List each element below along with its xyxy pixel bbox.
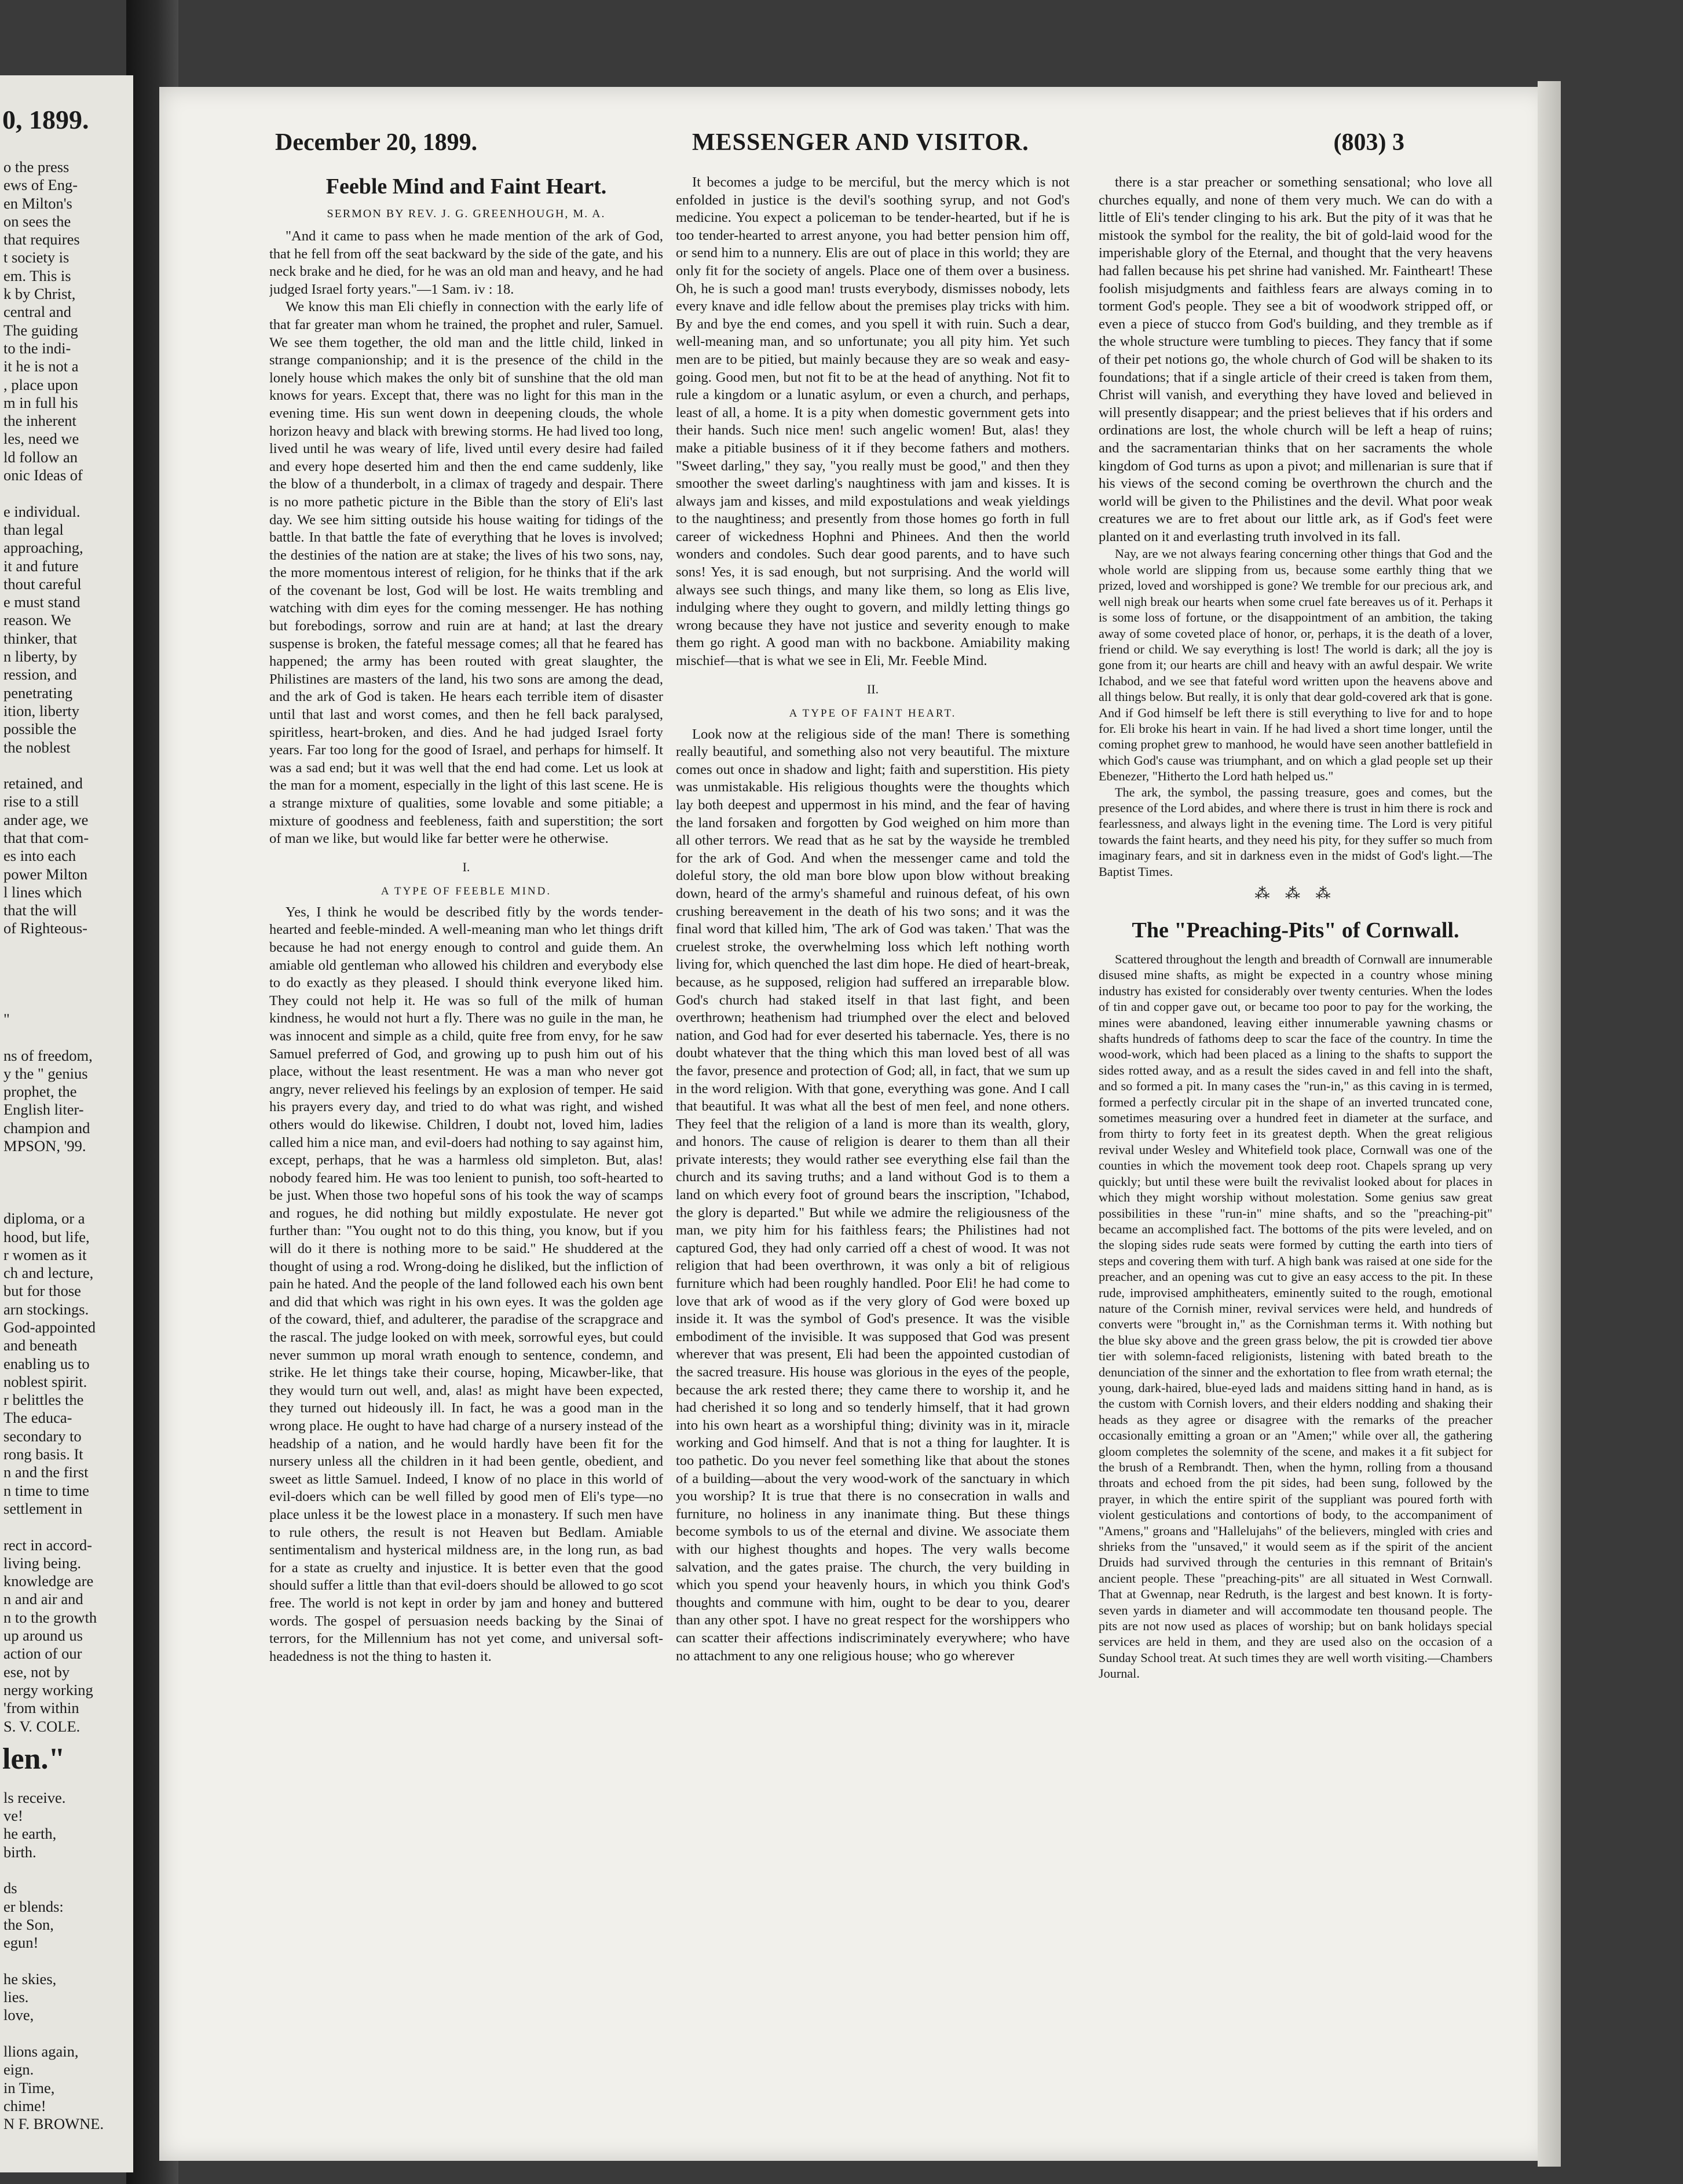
section-heading: A TYPE OF FEEBLE MIND. — [380, 885, 552, 897]
previous-page-line — [0, 974, 133, 992]
previous-page-line: " — [3, 1010, 10, 1028]
previous-page-line: MPSON, '99. — [3, 1137, 86, 1155]
previous-page-line: ve! — [3, 1807, 23, 1825]
column-3 — [1099, 174, 1492, 2155]
article-body-continued — [1099, 174, 1492, 546]
section-ornament: ⁂ ⁂ ⁂ — [1254, 885, 1337, 902]
previous-page-line: reason. We — [3, 611, 71, 629]
previous-page-line: n to the growth — [3, 1608, 97, 1626]
previous-page-line: prophet, the — [3, 1083, 77, 1101]
previous-page-line: e must stand — [3, 593, 81, 611]
previous-page-column — [0, 158, 133, 1736]
previous-page-line: settlement in — [3, 1499, 83, 1517]
previous-page-line: it and future — [3, 557, 79, 575]
section-numeral: I. — [462, 859, 470, 874]
previous-page-line: N F. BROWNE. — [3, 2115, 104, 2133]
previous-page-line: ander age, we — [3, 810, 89, 828]
previous-page-line — [0, 1155, 133, 1173]
previous-page-line: but for those — [3, 1282, 81, 1300]
previous-page-line: than legal — [3, 520, 64, 538]
previous-page-line: the noblest — [3, 738, 71, 756]
previous-page-line: possible the — [3, 720, 76, 738]
paragraph: It becomes a judge to be merciful, but the mercy which is not enfolded in justice is the devil's soothing syrup, and not God's medicine. You expect a policeman to be tender-hearted, but if he is too tender-hearted to arrest anyone, you had better pension him off, or send him to a nunnery. Elis are out of place in this world; they are only fit for the society of angels. Place one of them over a business. Oh, he is such a good man! trusts everybody, dismisses nobody, lets every knave and idle fellow about the premises play tricks with him. By and bye the end comes, and you spell it with ruin. Such a dear, well-meaning man, and so unfortunate; you all pity him. Yet such men are to be pitied, but mainly because they are so weak and easy-going. Good men, but not fit to be at the head of anything. Not fit to rule a kingdom or a lunatic asylum, or even a church, and perhaps, least of all, a home. It is a pity when domestic government gets into their hands. Such nice men! such angelic women! But, alas! they make a pitiable business of it if they become fathers and mothers. "Sweet darling," they say, "you really must be good," and then they smoother the sweet darling's naughtiness with jam and kisses. It is always jam and kisses, and mild expostulations and weak yieldings to the naughtiness; and presently from those homes go forth in full career of wickedness Hophni and Phinees. And then the world wonders and condoles. Such dear good parents, and to have such sons! Yes, it is sad enough, but not surprising. And the world will always see such things, and many like them, so long as Elis live, indulging where they ought to govern, and mildly letting things go wrong because they have not justice and severity enough to make them go right. A good man with no backbone. Amiability making mischief—that is what we see in Eli, Mr. Feeble Mind. — [676, 174, 1070, 669]
previous-page-line: em. This is — [3, 266, 71, 284]
previous-page-line: es into each — [3, 847, 76, 865]
previous-page-line: ls receive. — [3, 1788, 66, 1806]
previous-page-line: The guiding — [3, 321, 78, 339]
previous-page-line: rise to a still — [3, 792, 79, 810]
previous-page-line: love, — [3, 2006, 34, 2024]
previous-page-line: thout careful — [3, 575, 82, 593]
previous-page-line: S. V. COLE. — [3, 1717, 81, 1735]
previous-page-date: 0, 1899. — [2, 105, 89, 134]
previous-page-line: o the press — [3, 158, 69, 176]
previous-page-line: penetrating — [3, 684, 73, 702]
newspaper-title: MESSENGER AND VISITOR. — [692, 129, 1029, 156]
article-title: Feeble Mind and Faint Heart. — [325, 174, 607, 199]
previous-page-line: to the indi- — [3, 339, 71, 357]
previous-page-line: ds — [3, 1879, 17, 1897]
paragraph: The ark, the symbol, the passing treasure, goes and comes, but the presence of the Lord abides, and where there is trust in him there is rock and fearlessness, and always light in the evening time. The Lord is very pitiful towards the faint hearts, and they need his pity, for they suffer so much from imaginary fears, and sit in darkness even in the midst of God's light.—The Baptist Times. — [1099, 784, 1492, 879]
previous-page-line: rong basis. It — [3, 1445, 83, 1463]
paragraph: Scattered throughout the length and breadth of Cornwall are innumerable disused mine shafts, as might be expected in a country whose mining industry has existed for considerably over twenty centuries. When the lodes of tin and copper gave out, or became too poor to pay for the working, the mines were abandoned, leaving either innumerable yawning chasms or shafts hundreds of fathoms deep to scar the face of the country. In time the wood-work, which had been placed as a lining to the shafts to support the sides rotted away, and as a result the sides caved in and fell into the shaft, and so formed a pit. In many cases the "run-in," as this caving in is termed, formed a perfectly circular pit in the shape of an inverted truncated cone, sometimes measuring over a hundred feet in diameter at the surface, and from thirty to forty feet in its greatest depth. When the great religious revival under Wesley and Whitefield took place, Cornwall was one of the counties in which the movement took deep root. Chapels sprang up very quickly; but until these were built the revivalist looked about for places in which they might worship without molestation. Some genius saw great possibilities in these "run-in" mine shafts, and so the "preaching-pit" became an accomplished fact. The bottoms of the pits were leveled, and on the sloping sides rude seats were formed by cutting the earth into tiers of steps and covering them with turf. A high bank was raised at one side for the preacher, and an opening was cut to give an easy access to the pit. In these rude, improvised amphitheaters, eminently suited to the rough, emotional nature of the Cornish miner, revival services were held, and hundreds of converts were "brought in," as the Cornishman terms it. With nothing but the blue sky above and the green grass below, the pit is crowded tier above tier with solemn-faced religionists, listening with bated breath to the denunciation of the sinner and the exhortation to flee from wrath eternal; the young, dark-haired, blue-eyed lads and maidens sitting hand in hand, as is the custom with Cornish lovers, and their elders nodding and shaking their heads as they agree or disagree with the remarks of the preacher occasionally emitting a groan or an "Amen;" while over all, the gathering gloom completes the solemnity of the scene, and makes it a fit subject for the brush of a Rembrandt. Then, when the hymn, rolling from a thousand throats and echoed from the pit sides, had been sung, followed by the prayer, in which the entire spirit of the suppliant was poured forth with violent gesticulations and contortions of body, to the accompaniment of "Amens," groans and "Hallelujahs" of the believers, mingled with cries and shrieks from the "unsaved," it would seem as if the spirit of the ancient Druids had survived through the centuries in this remnant of Britain's ancient people. These "preaching-pits" are all situated in West Cornwall. That at Gwennap, near Redruth, is the largest and best known. It is forty-seven yards in diameter and will accommodate ten thousand people. The pits are not now used as places of worship; but on bank holidays special services are held in them, and they are used also on the occasion of a Sunday School treat. At such times they are well worth visiting.—Chambers Journal. — [1099, 952, 1492, 1681]
scripture-text: "And it came to pass when he made mention of the ark of God, that he fell from off the seat backward by the side of the gate, and his neck brake and he died, for he was an old man and heavy, and he had judged Israel forty years."—1 Sam. iv : 18. — [269, 228, 663, 297]
previous-page-line: retained, and — [3, 775, 83, 792]
previous-page-line: noblest spirit. — [3, 1372, 87, 1390]
previous-page-line: on sees the — [3, 212, 71, 230]
previous-page-line: enabling us to — [3, 1354, 90, 1372]
previous-page-line: lies. — [3, 1988, 29, 2006]
previous-page-line: n and the first — [3, 1463, 89, 1481]
previous-page-line: and beneath — [3, 1336, 78, 1354]
previous-page-line: n liberty, by — [3, 648, 78, 666]
previous-page-line: onic Ideas of — [3, 466, 83, 484]
previous-page-line: r women as it — [3, 1246, 87, 1263]
previous-page-line: m in full his — [3, 393, 78, 411]
previous-page-line: ese, not by — [3, 1663, 70, 1681]
previous-page-line: en Milton's — [3, 194, 72, 212]
previous-page-line: er blends: — [3, 1897, 64, 1915]
previous-page-line: egun! — [3, 1934, 39, 1952]
article-title: The "Preaching-Pits" of Cornwall. — [1132, 918, 1459, 943]
previous-page-line — [0, 484, 133, 502]
previous-page-line: n and air and — [3, 1590, 83, 1608]
previous-page-line — [0, 1174, 133, 1192]
previous-page-poem — [0, 1789, 133, 2134]
article-body-small — [1099, 546, 1492, 879]
previous-page-line: of Righteous- — [3, 919, 87, 937]
previous-page-line: that the will — [3, 901, 77, 919]
previous-page-fragment — [0, 75, 133, 2172]
previous-page-line: k by Christ, — [3, 285, 76, 303]
previous-page-line: nergy working — [3, 1681, 93, 1699]
previous-page-line — [0, 956, 133, 974]
previous-page-line: that requires — [3, 231, 80, 249]
previous-page-line: in Time, — [3, 2079, 55, 2097]
previous-page-line: up around us — [3, 1627, 83, 1645]
section-numeral: II. — [866, 681, 879, 696]
previous-page-line: it he is not a — [3, 357, 79, 375]
previous-page-line: chime! — [3, 2097, 46, 2114]
previous-page-line: r belittles the — [3, 1391, 84, 1409]
previous-page-line: ition, liberty — [3, 702, 80, 720]
previous-page-line: living being. — [3, 1554, 81, 1572]
column-1 — [269, 174, 663, 2155]
masthead — [275, 129, 1404, 169]
previous-page-line: that that com- — [3, 828, 89, 846]
article-byline: SERMON BY REV. J. G. GREENHOUGH, M. A. — [327, 207, 606, 220]
previous-page-line — [0, 757, 133, 775]
previous-page-line: power Milton — [3, 865, 87, 883]
previous-page-line: rect in accord- — [3, 1536, 93, 1554]
previous-page-line: God-appointed — [3, 1319, 96, 1336]
previous-page-line: thinker, that — [3, 629, 77, 647]
previous-page-line: y the " genius — [3, 1064, 88, 1082]
article-body — [1099, 951, 1492, 1682]
previous-page-line: eign. — [3, 2061, 34, 2079]
previous-page-line: central and — [3, 303, 71, 321]
article-body-continued — [676, 174, 1070, 1665]
previous-page-line: secondary to — [3, 1427, 82, 1445]
previous-page-line: arn stockings. — [3, 1300, 89, 1318]
previous-page-line: champion and — [3, 1119, 90, 1137]
page-edge — [1538, 81, 1561, 2167]
previous-page-line: approaching, — [3, 539, 83, 557]
previous-page-line: he skies, — [3, 1970, 57, 1988]
paragraph: Nay, are we not always fearing concerning other things that God and the whole world are slipping from us, because some earthly thing that we prized, loved and worshipped is gone? We tremble for our precious ark, and well nigh break our hearts when some cruel fate bereaves us of it. Perhaps it is some loss of fortune, or the disappointment of an ambition, the taking away of some coveted place of honor, or, perhaps, it is the death of a lover, friend or child. We say everything is lost! The world is dark; all the joy is gone from it; our hearts are chill and heavy with an awful despair. We write Ichabod, and we see that fateful word written upon the heavens above and all things below. But really, it is only that dear gold-covered ark that is gone. And if God himself be left there is still everything to live for and to hope for. Eli broke his heart in vain. If he had lived a short time longer, until the coming prophet grew to manhood, he would have seen another battlefield in which God's cause was triumphant, and on which a glad people set up their Ebenezer, "Hitherto the Lord hath helped us." — [1099, 546, 1492, 784]
section-heading: A TYPE OF FAINT HEART. — [789, 707, 957, 720]
previous-page-line: hood, but life, — [3, 1228, 90, 1246]
paragraph: Yes, I think he would be described fitly by the words tender-hearted and feeble-minded. A well-meaning man who let things drift because he had not energy enough to control and guide them. An amiable old gentleman who allowed his children and everybody else to do exactly as they pleased. I should think everyone liked him. They could not help it. He was so full of the milk of human kindness, he would not hurt a fly. There was no guile in the man, he was innocent and simple as a child, quite free from envy, for he saw Samuel preferred of God, and growing up to push him out of his place, without the least resentment. He was a man who never got angry, never relieved his feelings by an explosion of temper. He said his prayers every day, and tried to do what was right, and wished others would do likewise. Children, I doubt not, loved him, ladies called him a nice man, and evil-doers had nothing to say against him, except, perhaps, that he was a harmless old simpleton. But, alas! nobody feared him. He was too lenient to punish, too soft-hearted to be just. When those two hopeful sons of his took the way of scamps and rogues, he did nothing but mildly expostulate. He never got further than: "You ought not to do this thing, you know, but if you will do it there is nothing more to be said." He shuddered at the thought of using a rod. Wrong-doing he disliked, but the infliction of pain he hated. And the people of the land followed each his own bent and did that which was right in his own eyes. It was the golden age of the coward, thief, and adulterer, the paradise of the scrapgrace and the rascal. The judge looked on with meek, sorrowful eyes, but could never summon up moral wrath enough to sentence, condemn, and strike. He let things take their course, hoping, Micawber-like, that they would turn out well, and, alas! as might have been expected, they turned out hideously ill. In fact, he was a good man in the wrong place. He ought to have had charge of a nursery instead of the headship of a nation, and he would hardly have been fit for the nursery unless all the children in it had been gentle, obedient, and sweet as little Samuel. Indeed, I know of no place in this world of evil-doers which can be well filled by good men of Eli's type—no place unless it be the lowest place in a monastery. If such men have to rule others, the result is not Heaven but Bedlam. Amiable sentimentalism and hysterical mildness are, in the long run, as bad for a state as cruelty and injustice. It is better even that the good should suffer a little than that evil-doers should be allowed to go scot free. The world is not kept in order by jam and honey and buttered words. The gospel of persuasion needs backing by the Sinai of terrors, for the Millennium has not yet come, and universal soft-headedness is not the thing to hasten it. — [269, 904, 663, 1664]
previous-page-line: ews of Eng- — [3, 176, 78, 194]
previous-page-line: ch and lecture, — [3, 1264, 94, 1282]
previous-page-line — [0, 1861, 133, 1879]
previous-page-line: diploma, or a — [3, 1210, 85, 1228]
column-2 — [676, 174, 1070, 2155]
page-number: (803) 3 — [1333, 129, 1404, 156]
previous-page-line: The educa- — [3, 1409, 72, 1427]
article-body — [269, 228, 663, 1666]
previous-page-line: llions again, — [3, 2042, 79, 2060]
previous-page-line — [0, 1028, 133, 1046]
previous-page-line: 'from within — [3, 1699, 79, 1717]
issue-date: December 20, 1899. — [275, 129, 478, 156]
paragraph: there is a star preacher or something sensational; who love all churches equally, and none of them very much. We can do with a little of Eli's tender clinging to his ark. But the pity of it was that he mistook the symbol for the reality, the bit of gold-laid wood for the imperishable glory of the Eternal, and thought that the very heavens had fallen because his pet shrine had vanished. Mr. Faintheart! These foolish misjudgments and faithless fears are always coming in to torment God's people. They see a bit of woodwork stripped off, or even a piece of stucco from God's building, and they tremble as if the whole structure were tumbling to pieces. They fancy that if some of their pet notions go, the whole church of God will be shaken to its foundations; that if a single article of their creed is taken from them, Christ will vanish, and everything they have loved and believed in will presently disappear; and the priest believes that if his orders and ordinations are lost, the whole church will be left a heap of ruins; and the sacramentarian thinks that on her sacraments the whole kingdom of God turns as upon a pivot; and millenarian is sure that if his views of the second coming be overthrown the church and the world will be given to the Philistines and the devil. What poor weak creatures we are to fret about our little ark, as if God's feet were planted on it and everlasting truth involved in its fall. — [1099, 174, 1492, 545]
previous-page-line: les, need we — [3, 430, 79, 448]
previous-page-line: birth. — [3, 1843, 36, 1861]
previous-page-line: the inherent — [3, 412, 76, 430]
previous-page-line — [0, 1192, 133, 1210]
previous-page-line: he earth, — [3, 1825, 57, 1843]
previous-page-line: action of our — [3, 1645, 82, 1663]
previous-page-line — [0, 992, 133, 1010]
previous-page-line: l lines which — [3, 883, 82, 901]
previous-page-line: English liter- — [3, 1101, 84, 1119]
previous-page-line: knowledge are — [3, 1572, 94, 1590]
previous-page-line: ld follow an — [3, 448, 78, 466]
previous-page-line: t society is — [3, 249, 69, 266]
previous-page-line: , place upon — [3, 375, 78, 393]
previous-page-line: the Son, — [3, 1915, 54, 1933]
previous-page-heading: len." — [2, 1742, 65, 1776]
previous-page-line — [0, 1518, 133, 1536]
paragraph: We know this man Eli chiefly in connection with the early life of that far greater man whom he trained, the prophet and ruler, Samuel. We see them together, the old man and the little child, linked in strange companionship; and it is the presence of the child in the lonely house which makes the only bit of sunshine that the old man knows for years. Except that, there was no light for this man in the evening time. His sun went down in deepening clouds, the whole horizon heavy and black with brewing storms. He had lived too long, lived until he was weary of life, lived until every desire had failed and every hope deserted him and then the end came suddenly, like the blow of a thunderbolt, in a climax of tragedy and despair. There is no more pathetic picture in the Bible than the story of Eli's last day. We see him sitting outside his house waiting for tidings of the battle. In that battle the fate of everything that he loves is involved; the destinies of the nation are at stake; the lives of his two sons, nay, the more momentous interest of religion, for he thinks that if the ark of the covenant be lost, God will be lost. He waits trembling and watching with dim eyes for the coming messenger. He has nothing but forebodings, sorrow and ruin are at hand; at last the dreary suspense is broken, the fateful message comes; all that he feared has happened; the army has been routed with great slaughter, the Philistines are masters of the land, his two sons are among the dead, and the ark of God is taken. He hears each terrible item of disaster until that last and worst comes, and then he fell back paralysed, spiritless, heart-broken, and dies. And he had judged Israel forty years. Far too long for the good of Israel, and perhaps for himself. It was a sad end; but it was well that the end had come. Let us look at the man for a moment, especially in the light of this last scene. He is a strange mixture of qualities, some lovable and some pitiable; a mixture of goodness and feebleness, faith and superstition; the sort of man we like, but would like far better were he otherwise. — [269, 299, 663, 847]
previous-page-line — [0, 2025, 133, 2043]
previous-page-line: e individual. — [3, 502, 81, 520]
previous-page-line — [0, 1952, 133, 1970]
previous-page-line: ns of freedom, — [3, 1046, 93, 1064]
paragraph: Look now at the religious side of the man! There is something really beautiful, and something also not very beautiful. The mixture comes out once in shadow and light; faith and superstition. His piety was unmistakable. His religious thoughts were the thoughts which lay both deepest and uppermost in his mind, and the fear of having the land forsaken and forgotten by God weighed on him more than all other terrors. We read that as he sat by the wayside he trembled for the ark of God. And when the messenger came and told the doleful story, the old man bore blow upon blow without breaking down, heard of the army's shameful and ruinous defeat, of his own crushing bereavement in the death of his two sons; and it was the final word that killed him, 'The ark of God was taken.' That was the cruelest stroke, the overwhelming loss which left nothing worth living for, which quenched the last dim hope. He died of heart-break, because, as he supposed, religion had suffered an irreparable blow. God's church had staked itself in that last fight, and been overthrown; heathenism had triumphed over the elect and beloved nation, and God had for ever deserted his tabernacle. Yes, there is no doubt whatever that the thing which this man loved best of all was the favor, presence and protection of God; all, in fact, that we sum up in the word religion. With that gone, everything was gone. And I call that beautiful. It was what all the best of men feel, and none others. They feel that the religion of a land is more than its wealth, glory, and honors. The cause of religion is dearer to them than all their private interests; they would rather see everything else fail than the church and its saving truths; and a land without God is to them a land on which every foot of ground bears the inscription, "Ichabod, the glory is departed." But while we admire the religiousness of the man, we pity him for his faithless fears; the Philistines had not captured God, they had only carried off a chest of wood. It was not religion that had been overthrown, it was only a bit of religious furniture which had been roughly handled. Poor Eli! he had come to love that ark of wood as if the very glory of God were boxed up inside it. It was the symbol of God's presence. It was the visible embodiment of the invisible. It was supposed that God was present wherever that was present, Eli had been the appointed custodian of the sacred treasure. His house was glorious in the eyes of the people, because the ark rested there; they came there to worship it, and he had cherished it so long and so tenderly himself, that it had grown into his own heart as a worshipful thing; divinity was in it, miracle working and God himself. And that is not a thing for laughter. It is too pathetic. Do you never feel something like that about the stones of a building—about the very wood-work of the sanctuary in which you worship? It is true that there is no consecration in walls and furniture, no holiness in any inanimate thing. But these things become symbols to us of the eternal and divine. We associate them with our highest thoughts and hopes. The very walls become salvation, and the gates praise. The church, the very building in which you spend your heavenly hours, in which you think God's thoughts and commune with him, ought to be dear to you, dearer than any other spot. I have no great respect for the worshippers who can scatter their affections indiscriminately everywhere; who have no attachment to any one religious house; who go wherever — [676, 726, 1070, 1664]
previous-page-line: ression, and — [3, 666, 77, 684]
previous-page-line: n time to time — [3, 1481, 89, 1499]
previous-page-line — [0, 938, 133, 956]
